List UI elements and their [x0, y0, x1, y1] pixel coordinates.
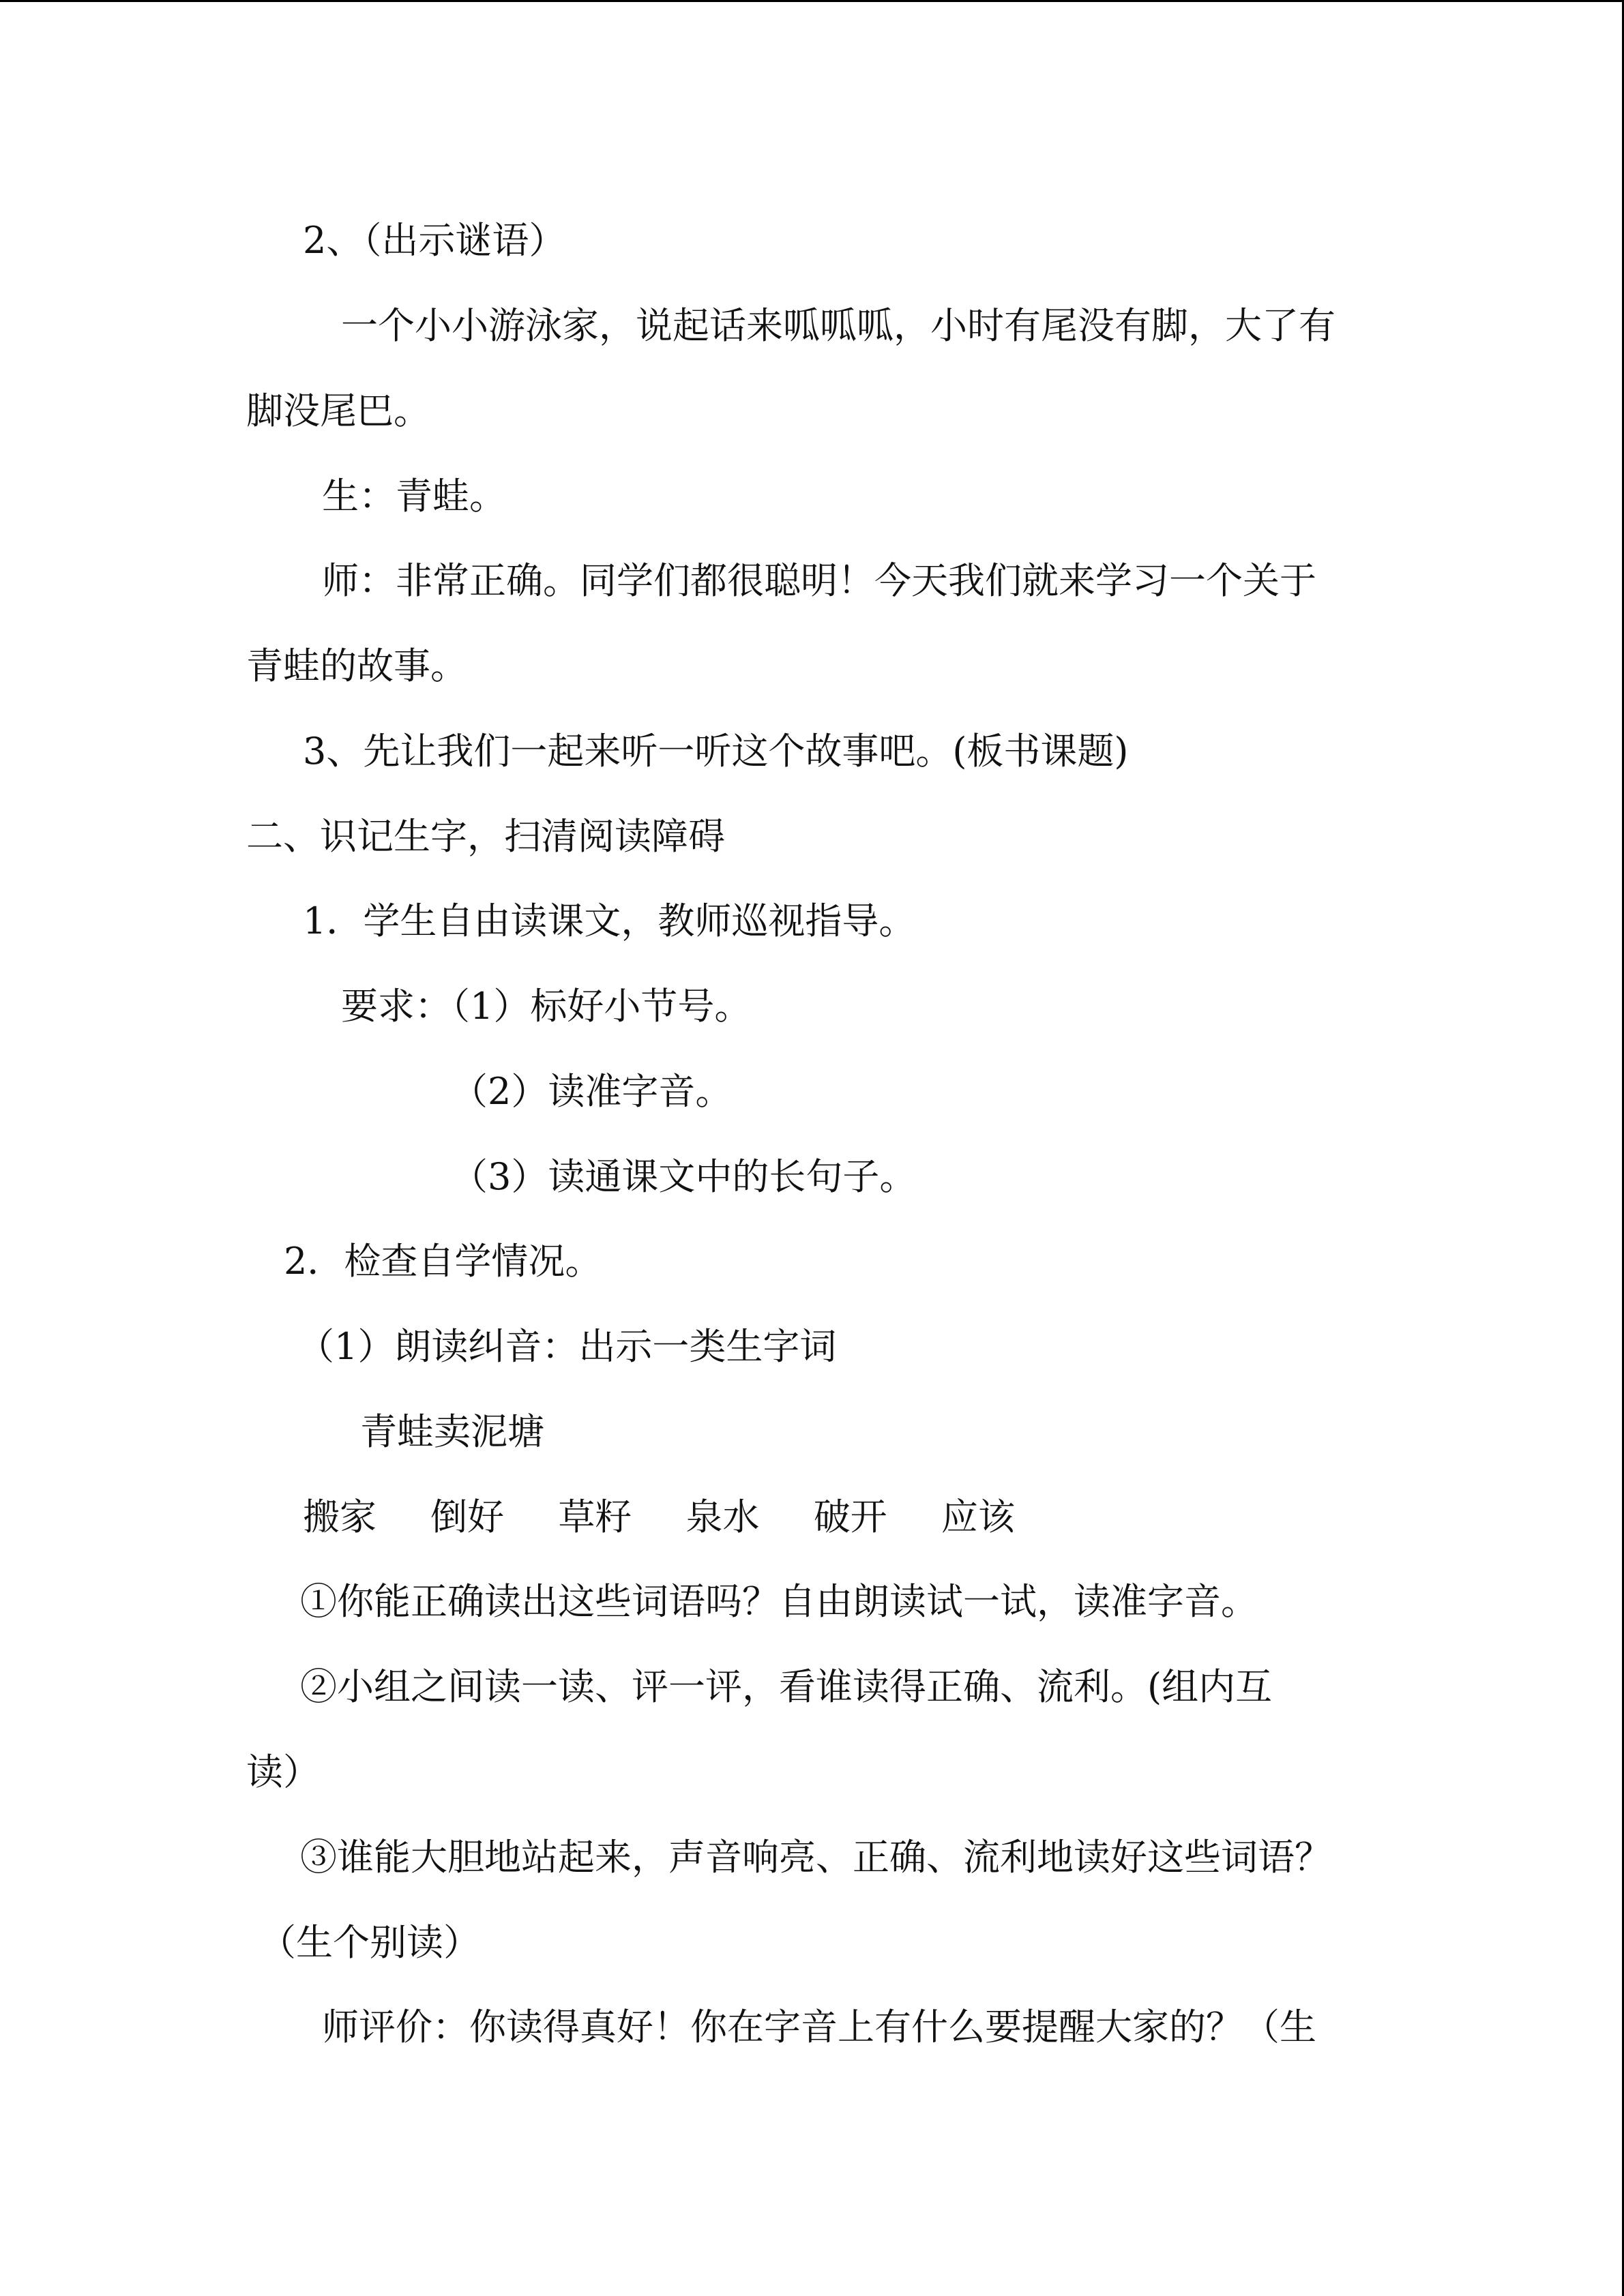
vocab-word: 搬家: [303, 1495, 377, 1538]
riddle-text-line-1: 一个小小游泳家，说起话来呱呱呱，小时有尾没有脚，大了有: [341, 304, 1335, 347]
requirement-2: （2）读准字音。: [451, 1070, 733, 1113]
vocab-word: 应该: [941, 1495, 1015, 1538]
task-2: 2．检查自学情况。: [284, 1240, 602, 1283]
requirement-3: （3）读通课文中的长句子。: [451, 1155, 917, 1198]
vocab-word: 草籽: [558, 1495, 632, 1538]
lesson-title: 青蛙卖泥塘: [360, 1410, 544, 1453]
instruction-2-line-1: ②小组之间读一读、评一评，看谁读得正确、流利。(组内互: [300, 1665, 1273, 1708]
instruction-3-line-1: ③谁能大胆地站起来，声音响亮、正确、流利地读好这些词语？: [300, 1836, 1331, 1879]
requirement-1: 要求：（1）标好小节号。: [341, 985, 752, 1028]
step-3: 3、先让我们一起来听一听这个故事吧。(板书课题): [303, 730, 1129, 773]
vocab-word: 倒好: [430, 1495, 505, 1538]
task-1: 1．学生自由读课文，教师巡视指导。: [303, 899, 916, 942]
riddle-heading: 2、（出示谜语）: [303, 219, 566, 262]
instruction-2-line-2: 读）: [246, 1750, 320, 1793]
teacher-remark-line-1: 师：非常正确。同学们都很聪明！今天我们就来学习一个关于: [322, 559, 1316, 602]
teacher-remark-line-2: 青蛙的故事。: [246, 644, 467, 687]
instruction-3-line-2: （生个别读）: [259, 1921, 480, 1964]
student-answer: 生：青蛙。: [322, 475, 506, 518]
vocabulary-row: [303, 1495, 1015, 1539]
vocab-word: 破开: [813, 1495, 887, 1538]
teacher-evaluation: 师评价：你读得真好！你在字音上有什么要提醒大家的？（生: [322, 2006, 1316, 2048]
section-2-heading: 二、识记生字，扫清阅读障碍: [246, 815, 725, 858]
instruction-1: ①你能正确读出这些词语吗？自由朗读试一试，读准字音。: [300, 1580, 1258, 1623]
vocab-word: 泉水: [685, 1495, 760, 1538]
riddle-text-line-2: 脚没尾巴。: [246, 389, 430, 432]
subtask-1: （1）朗读纠音：出示一类生字词: [297, 1325, 837, 1368]
